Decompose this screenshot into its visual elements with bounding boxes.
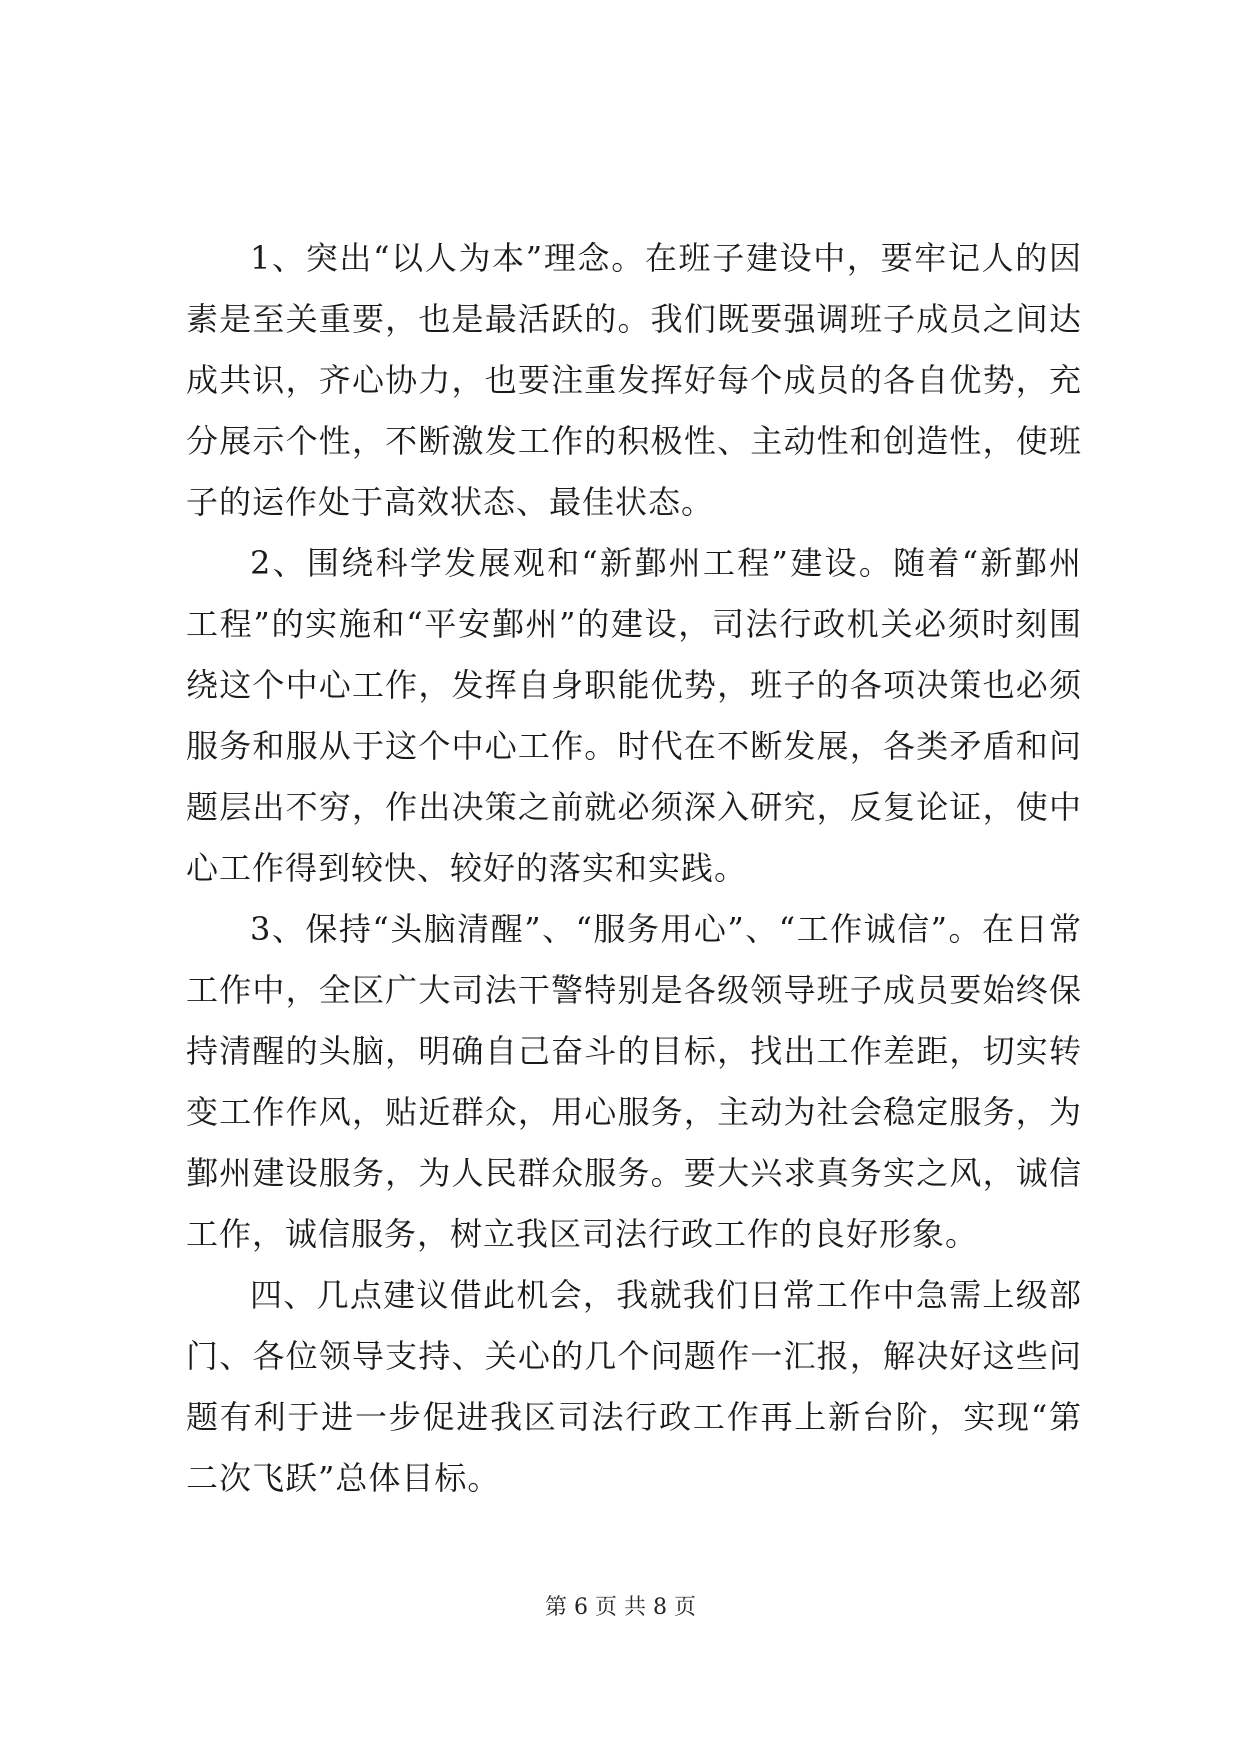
paragraph-1: 1、突出“以人为本”理念。在班子建设中，要牢记人的因素是至关重要，也是最活跃的。我们既要强调班子成员之间达成共识，齐心协力，也要注重发挥好每个成员的各自优势，充分展示个性，不断激发工作的积极性、主动性和创造性，使班子的运作处于高效状态、最佳状态。: [186, 239, 1082, 521]
paragraph-4: 四、几点建议借此机会，我就我们日常工作中急需上级部门、各位领导支持、关心的几个问题作一汇报，解决好这些问题有利于进一步促进我区司法行政工作再上新台阶，实现“第二次飞跃”总体目标。: [186, 1276, 1082, 1497]
paragraph-3: 3、保持“头脑清醒”、“服务用心”、“工作诚信”。在日常工作中，全区广大司法干警特别是各级领导班子成员要始终保持清醒的头脑，明确自己奋斗的目标，找出工作差距，切实转变工作作风，贴近群众，用心服务，主动为社会稳定服务，为鄞州建设服务，为人民群众服务。要大兴求真务实之风，诚信工作，诚信服务，树立我区司法行政工作的良好形象。: [186, 910, 1082, 1253]
page-number-footer: 第 6 页 共 8 页: [545, 1595, 696, 1620]
paragraph-2: 2、围绕科学发展观和“新鄞州工程”建设。随着“新鄞州工程”的实施和“平安鄞州”的建设，司法行政机关必须时刻围绕这个中心工作，发挥自身职能优势，班子的各项决策也必须服务和服从于这个中心工作。时代在不断发展，各类矛盾和问题层出不穷，作出决策之前就必须深入研究，反复论证，使中心工作得到较快、较好的落实和实践。: [186, 544, 1082, 887]
document-body: [186, 228, 1082, 1509]
